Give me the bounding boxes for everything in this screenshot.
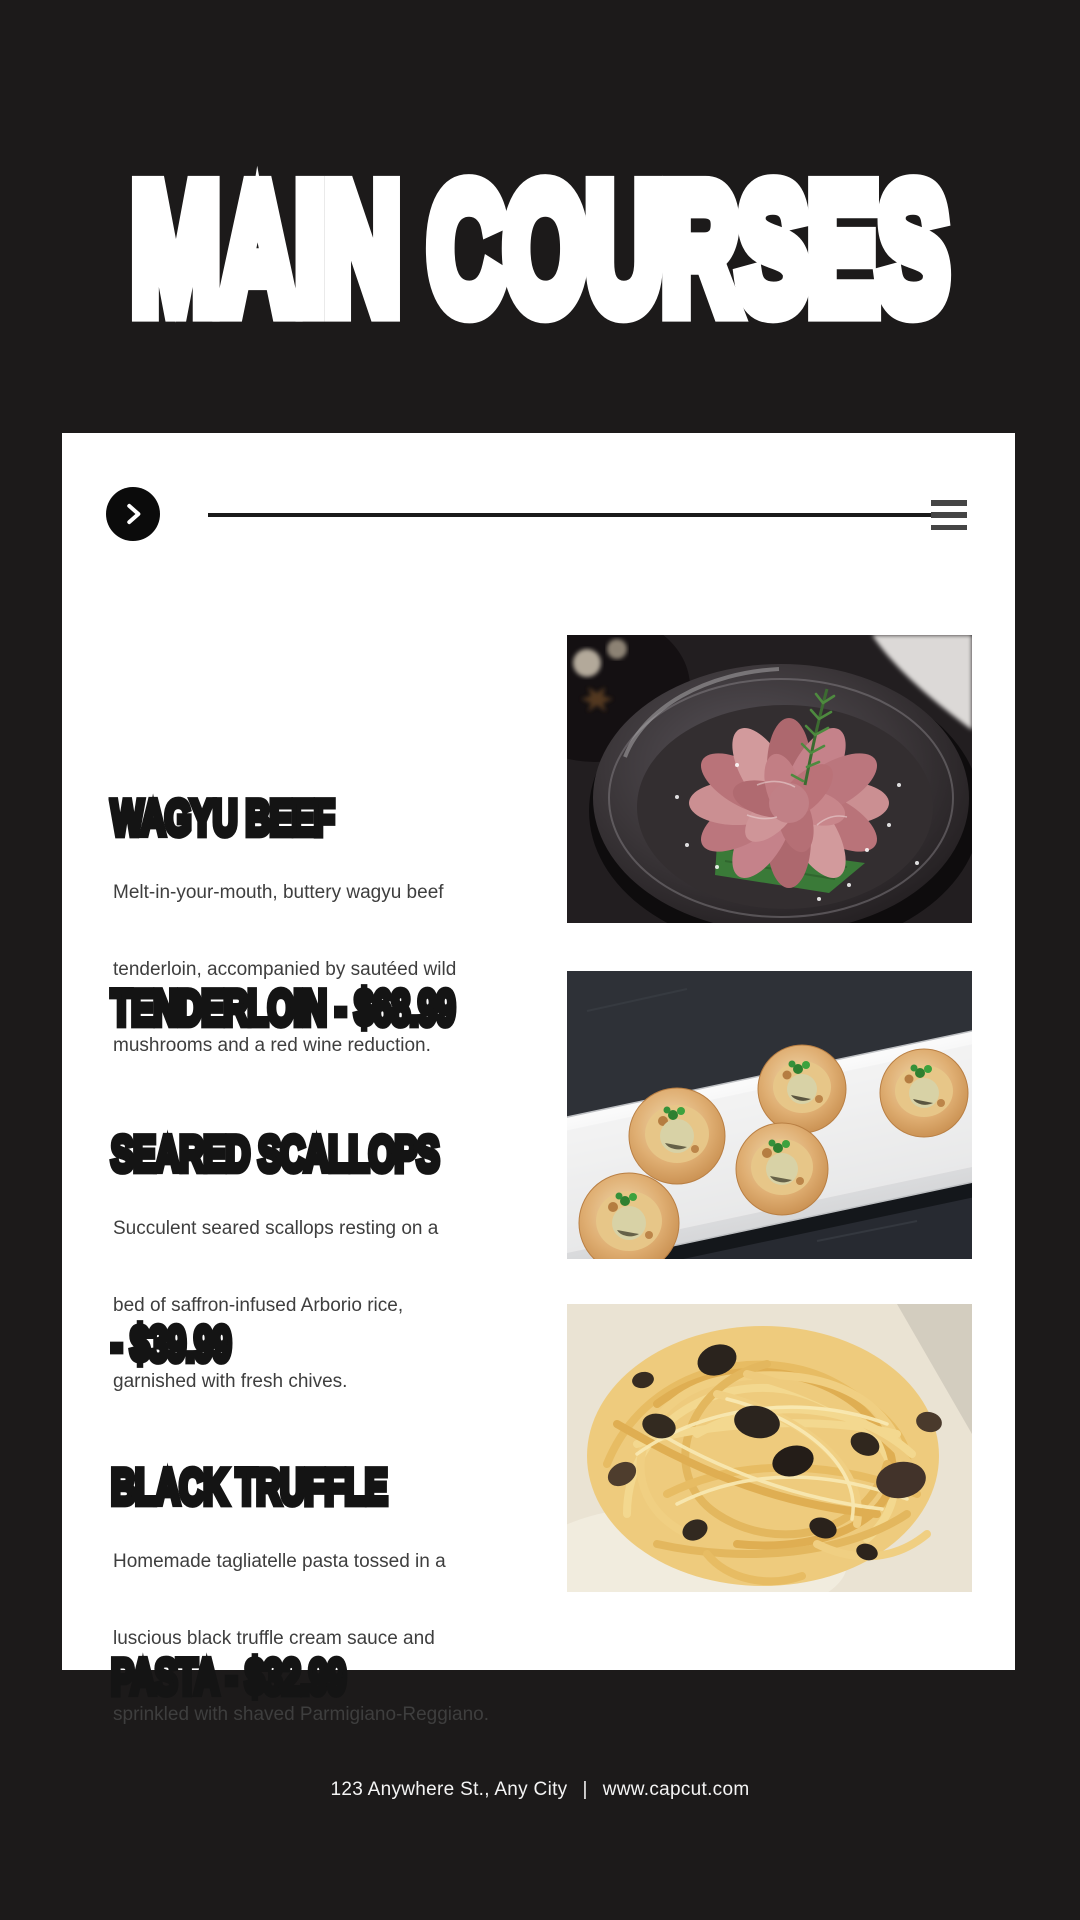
item-description-line: tenderloin, accompanied by sautéed wild [113,958,457,980]
item-description-line: luscious black truffle cream sauce and [113,1627,435,1649]
chevron-right-icon [120,501,146,527]
hamburger-menu-icon [931,500,967,506]
footer-address: 123 Anywhere St., Any City [330,1779,568,1800]
wagyu-beef-photo [567,635,972,923]
truffle-pasta-photo [567,1304,972,1592]
item-description-line: garnished with fresh chives. [113,1371,348,1392]
item-title-line: PASTA - $32.99 [111,1649,346,1706]
menu-button[interactable] [931,500,967,530]
page-title: MAIN COURSES [131,148,949,349]
item-description [113,1498,489,1779]
item-title-line: SEARED SCALLOPS [111,1126,439,1183]
page-header [0,148,1080,349]
item-description-line: Succulent seared scallops resting on a [113,1218,439,1239]
item-title-line: WAGYU BEEF [111,790,334,847]
item-description-line: Homemade tagliatelle pasta tossed in a [113,1551,446,1572]
menu-item-seared-scallops [62,971,1015,1392]
item-description-line: bed of saffron-infused Arborio rice, [113,1294,404,1316]
footer-separator: | [582,1779,588,1800]
item-description-line: Melt-in-your-mouth, buttery wagyu beef [113,882,444,903]
seared-scallops-photo [567,971,972,1259]
next-button[interactable] [106,487,160,541]
item-title-line: TENDERLOIN - $68.99 [111,980,455,1037]
item-title-line: BLACK TRUFFLE [111,1459,387,1516]
nav-divider-line [208,513,947,517]
footer [0,1779,1080,1801]
item-description-line: sprinkled with shaved Parmigiano-Reggiano. [113,1704,489,1725]
footer-website: www.capcut.com [602,1779,750,1800]
menu-item-wagyu-beef [62,635,1015,1056]
menu-item-black-truffle-pasta [62,1304,1015,1725]
item-title-line: - $39.99 [111,1316,231,1373]
menu-card [62,433,1015,1725]
item-description-line: mushrooms and a red wine reduction. [113,1035,431,1056]
